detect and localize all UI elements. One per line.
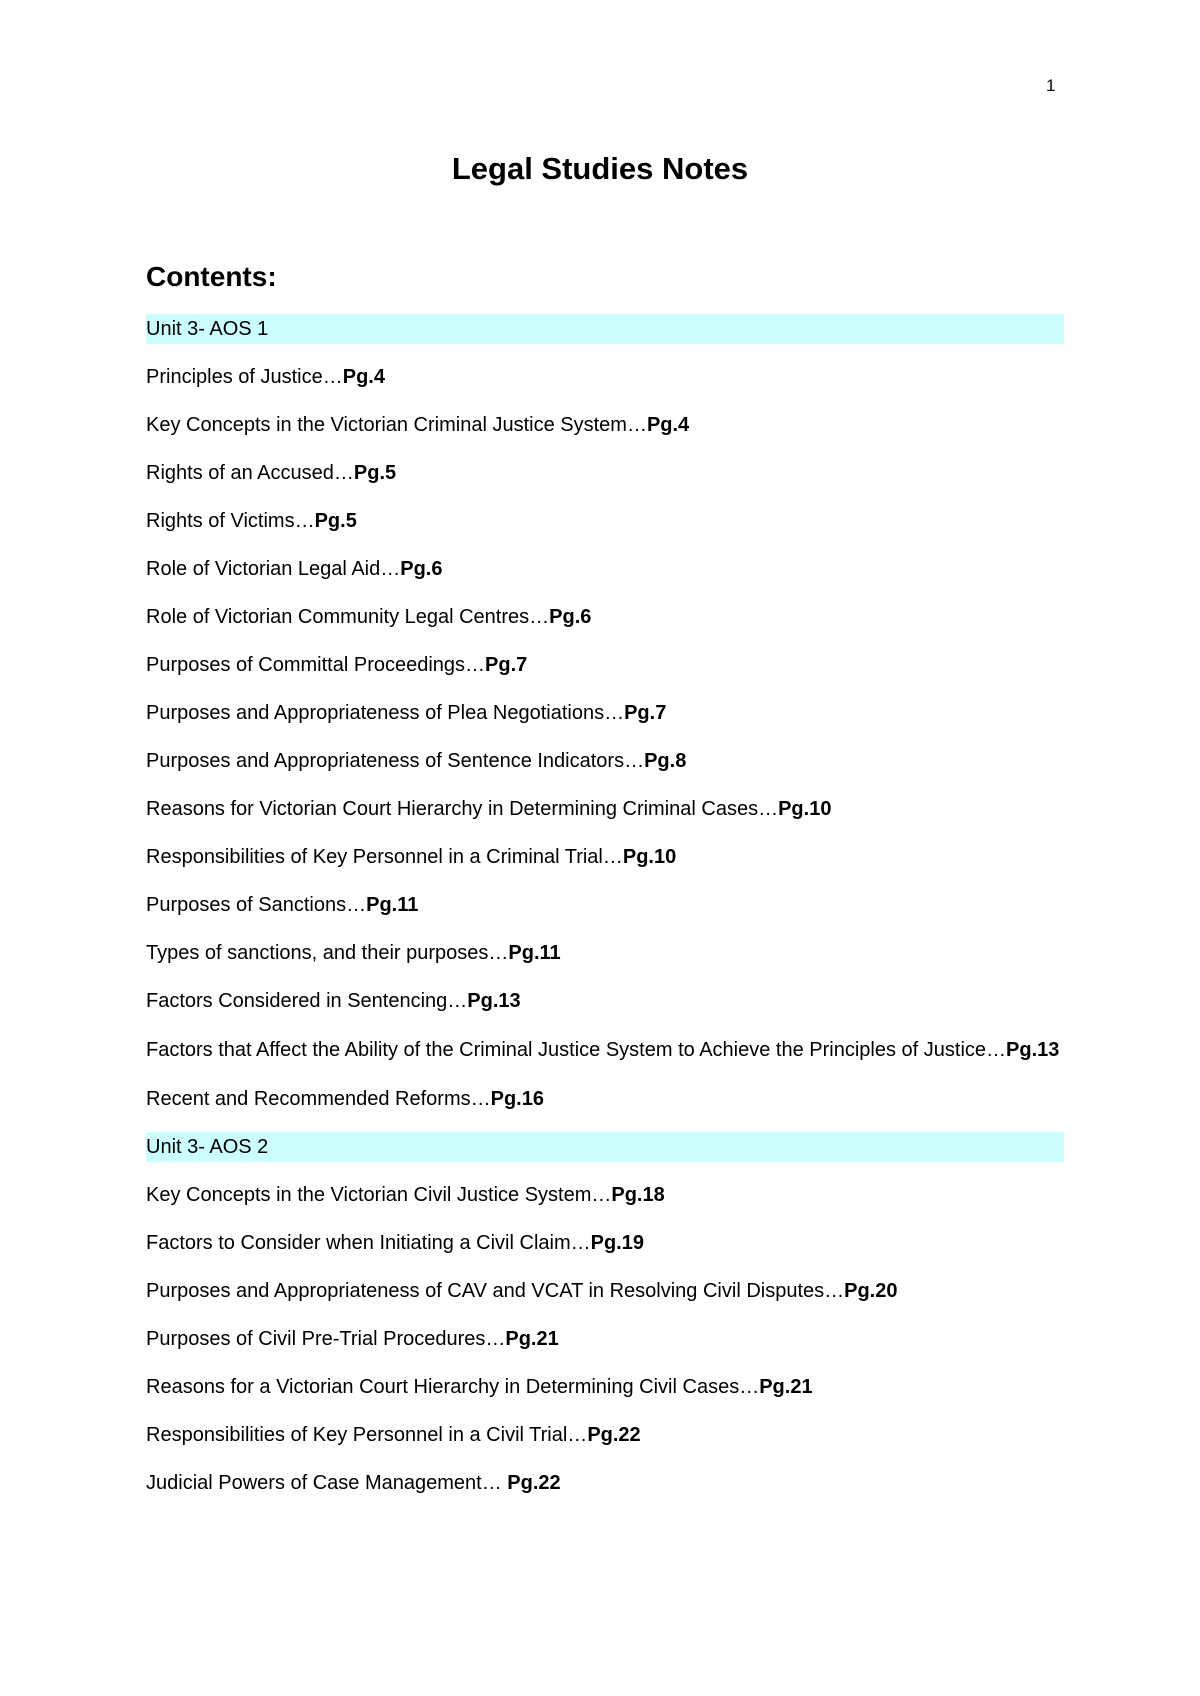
toc-entry-text: Recent and Recommended Reforms… — [146, 1088, 491, 1110]
toc-entry-text: Responsibilities of Key Personnel in a Criminal Trial… — [146, 846, 623, 868]
toc-entry — [146, 1228, 1064, 1258]
toc-entry-page: Pg.5 — [353, 462, 397, 484]
toc-entry — [146, 410, 1064, 440]
toc-entry — [146, 458, 1064, 488]
toc-entry-text: Key Concepts in the Victorian Civil Justice System… — [146, 1184, 612, 1206]
toc-entry — [146, 698, 1064, 728]
toc-entry — [146, 506, 1064, 536]
toc-entry-page: Pg.6 — [400, 558, 443, 580]
toc-entry — [146, 1084, 1064, 1114]
toc-entry — [146, 842, 1064, 872]
toc-entry-page: Pg.21 — [505, 1328, 559, 1350]
toc-entry-page: Pg.19 — [590, 1232, 644, 1254]
toc-entry — [146, 650, 1064, 680]
toc-entry — [146, 602, 1064, 632]
toc-entry-text: Key Concepts in the Victorian Criminal Justice System… — [146, 414, 647, 436]
toc-entry-text: Factors Considered in Sentencing… — [146, 990, 468, 1012]
toc-entry-page: Pg.7 — [624, 702, 667, 724]
toc-entry — [146, 794, 1064, 824]
toc-entry-page: Pg.11 — [508, 942, 561, 964]
toc-entry-text: Responsibilities of Key Personnel in a Civil Trial… — [146, 1424, 588, 1446]
toc-entry-page: Pg.8 — [644, 750, 687, 772]
toc-entry-text: Role of Victorian Community Legal Centres… — [146, 606, 550, 628]
toc-entry-page: Pg.6 — [549, 606, 592, 628]
toc-entry-page: Pg.16 — [490, 1088, 544, 1110]
toc-entry-text: Reasons for a Victorian Court Hierarchy in Determining Civil Cases… — [146, 1376, 760, 1398]
toc-entry-page: Pg.11 — [366, 894, 419, 916]
toc-entry-text: Factors that Affect the Ability of the Criminal Justice System to Achieve the Principles of Justice… — [146, 1039, 1007, 1061]
toc-entry — [146, 362, 1064, 392]
section-heading: Unit 3- AOS 2 — [146, 1132, 1064, 1162]
toc-entry-page: Pg.10 — [622, 846, 677, 868]
contents-heading: Contents: — [146, 261, 277, 292]
toc-entry — [146, 1276, 1064, 1306]
table-of-contents — [146, 314, 1064, 1516]
toc-entry-page: Pg.10 — [778, 798, 832, 820]
toc-entry-text: Types of sanctions, and their purposes… — [146, 942, 509, 964]
toc-entry-page: Pg.5 — [314, 510, 357, 532]
toc-entry — [146, 1420, 1064, 1450]
toc-entry-page: Pg.13 — [467, 990, 521, 1012]
toc-entry-text: Factors to Consider when Initiating a Civil Claim… — [146, 1232, 591, 1254]
toc-entry — [146, 746, 1064, 776]
toc-entry — [146, 986, 1064, 1016]
toc-entry-text: Purposes of Sanctions… — [146, 894, 367, 916]
toc-entry-page: Pg.20 — [844, 1280, 898, 1302]
section-heading: Unit 3- AOS 1 — [146, 314, 1064, 344]
toc-entry-page: Pg.4 — [646, 414, 690, 436]
toc-entry-text: Rights of Victims… — [146, 510, 315, 532]
toc-entry-text: Judicial Powers of Case Management… — [146, 1472, 508, 1494]
toc-entry-text: Reasons for Victorian Court Hierarchy in Determining Criminal Cases… — [146, 798, 779, 820]
toc-entry — [146, 1372, 1064, 1402]
toc-entry-page: Pg.18 — [611, 1184, 665, 1206]
document-title: Legal Studies Notes — [451, 151, 749, 186]
toc-entry — [146, 554, 1064, 584]
toc-entry-text: Role of Victorian Legal Aid… — [146, 558, 401, 580]
page-number: 1 — [1046, 76, 1056, 95]
toc-entry — [146, 1324, 1064, 1354]
toc-entry-text: Rights of an Accused… — [146, 462, 354, 484]
toc-entry — [146, 890, 1064, 920]
toc-entry — [146, 1034, 1064, 1066]
toc-entry-page: Pg.4 — [342, 366, 385, 388]
toc-entry-page: Pg.13 — [1006, 1039, 1060, 1061]
toc-entry — [146, 938, 1064, 968]
toc-entry — [146, 1468, 1064, 1498]
toc-entry-text: Purposes and Appropriateness of Plea Negotiations… — [146, 702, 625, 724]
toc-entry-text: Principles of Justice… — [146, 366, 343, 388]
toc-entry-text: Purposes of Civil Pre-Trial Procedures… — [146, 1328, 506, 1350]
toc-entry-text: Purposes and Appropriateness of CAV and VCAT in Resolving Civil Disputes… — [146, 1280, 845, 1302]
toc-entry — [146, 1180, 1064, 1210]
toc-entry-page: Pg.22 — [587, 1424, 641, 1446]
toc-entry-page: Pg.7 — [485, 654, 528, 676]
toc-entry-page: Pg.21 — [759, 1376, 813, 1398]
toc-entry-text: Purposes of Committal Proceedings… — [146, 654, 486, 676]
toc-entry-page: Pg.22 — [507, 1472, 561, 1494]
toc-entry-text: Purposes and Appropriateness of Sentence Indicators… — [146, 750, 645, 772]
